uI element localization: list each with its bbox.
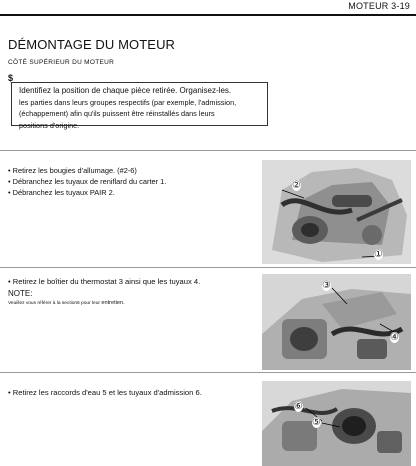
- thermostat-photo: [262, 274, 411, 370]
- note-line: positions d'origine.: [19, 120, 80, 130]
- step-remove-thermostat: • Retirez le boîtier du thermostat 3 ainsi que les tuyaux 4.: [8, 277, 201, 286]
- note-line: Identifiez la position de chaque pièce retirée. Organisez-les.: [19, 86, 232, 95]
- callout-4: ④: [390, 332, 399, 343]
- step-disconnect-breather-hoses: • Débranchez les tuyaux de reniflard du carter 1.: [8, 177, 167, 186]
- note-line: les parties dans leurs groupes respectifs (par exemple, l'admission,: [19, 97, 237, 107]
- step-remove-spark-plugs: • Retirez les bougies d'allumage. (#2-6): [8, 166, 137, 175]
- section-divider: [0, 267, 416, 268]
- reference-main: Veuillez vous référer à la section6 pour leur: [8, 301, 100, 306]
- section-divider: [0, 150, 416, 151]
- step-disconnect-pair-hoses: • Débranchez les tuyaux PAIR 2.: [8, 188, 115, 197]
- note-label: NOTE:: [8, 289, 33, 298]
- engine-top-photo: [262, 160, 411, 264]
- header-rule: [0, 14, 416, 16]
- callout-5: ⑤: [312, 417, 321, 428]
- callout-1: ①: [374, 249, 383, 260]
- callout-6: ⑥: [294, 401, 303, 412]
- caution-icon: $: [8, 73, 14, 83]
- reference-note: [8, 300, 125, 306]
- intake-photo: [262, 381, 411, 466]
- reference-tail: entretien.: [101, 300, 125, 306]
- caution-note-box: [11, 82, 268, 130]
- callout-2: ②: [292, 180, 301, 191]
- page-subtitle: CÔTÉ SUPÉRIEUR DU MOTEUR: [8, 59, 115, 66]
- callout-3: ③: [322, 280, 331, 291]
- step-remove-water-fittings: • Retirez les raccords d'eau 5 et les tuyaux d'admission 6.: [8, 388, 202, 397]
- note-line: (échappement) afin qu'ils puissent être réinstallés dans leurs: [19, 109, 215, 119]
- page-title: DÉMONTAGE DU MOTEUR: [8, 37, 176, 52]
- section-divider: [0, 372, 416, 373]
- header-section-label: MOTEUR 3-19: [348, 1, 410, 11]
